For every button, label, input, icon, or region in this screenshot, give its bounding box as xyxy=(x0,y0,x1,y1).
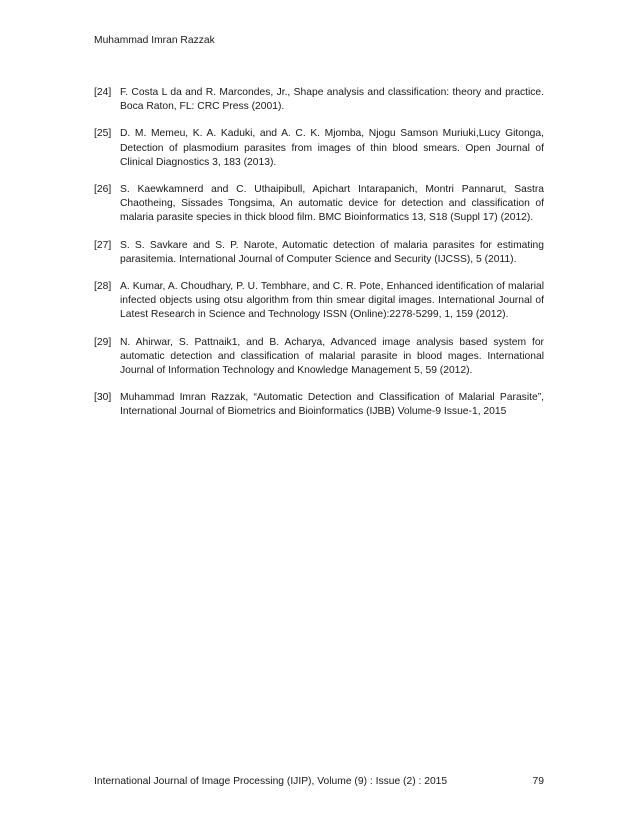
reference-number: [25] xyxy=(94,128,112,140)
page-number: 79 xyxy=(532,776,544,787)
reference-item-29 xyxy=(94,336,544,379)
reference-item-30 xyxy=(94,391,544,419)
reference-list xyxy=(94,86,544,433)
running-head-author: Muhammad Imran Razzak xyxy=(94,35,215,46)
reference-item-28 xyxy=(94,280,544,323)
reference-number: [30] xyxy=(94,392,112,404)
reference-text: N. Ahirwar, S. Pattnaik1, and B. Acharya, Advanced image analysis based system for automatic detection and classification of malarial parasite in blood mages. International Journal of Information Technology and Knowledge Management 5, 59 (2012). xyxy=(120,336,544,377)
reference-item-25 xyxy=(94,127,544,170)
reference-text: Muhammad Imran Razzak, “Automatic Detection and Classification of Malarial Parasite”, International Journal of Biometrics and Bioinformatics (IJBB) Volume-9 Issue-1, 2015 xyxy=(120,392,544,418)
reference-number: [28] xyxy=(94,281,112,293)
reference-text: S. Kaewkamnerd and C. Uthaipibull, Apichart Intarapanich, Montri Pannarut, Sastra Chaotheing, Sissades Tongsima, An automatic device for detection and classification of malaria parasite species in thick blood film. BMC Bioinformatics 13, S18 (Suppl 17) (2012). xyxy=(120,184,544,224)
reference-text: A. Kumar, A. Choudhary, P. U. Tembhare, and C. R. Pote, Enhanced identification of malarial infected objects using otsu algorithm from thin smear digital images. International Journal of Latest Research in Science and Technology ISSN (Online):2278-5299, 1, 159 (2012). xyxy=(120,281,544,321)
footer-journal-info: International Journal of Image Processing (IJIP), Volume (9) : Issue (2) : 2015 xyxy=(94,776,448,787)
reference-number: [26] xyxy=(94,184,112,196)
reference-item-26 xyxy=(94,183,544,226)
reference-text: D. M. Memeu, K. A. Kaduki, and A. C. K. Mjomba, Njogu Samson Muriuki,Lucy Gitonga, Detection of plasmodium parasites from images of thin blood smears. Open Journal of Clinical Diagnostics 3, 183 (2013). xyxy=(120,128,544,168)
reference-item-27 xyxy=(94,239,544,267)
reference-number: [27] xyxy=(94,239,112,251)
reference-text: S. S. Savkare and S. P. Narote, Automatic detection of malaria parasites for estimating parasitemia. International Journal of Computer Science and Security (IJCSS), 5 (2011). xyxy=(120,239,544,265)
reference-item-24 xyxy=(94,86,544,114)
reference-text: F. Costa L da and R. Marcondes, Jr., Shape analysis and classification: theory and practice. Boca Raton, FL: CRC Press (2001). xyxy=(120,87,544,113)
page-footer xyxy=(94,775,544,788)
reference-number: [29] xyxy=(94,336,112,348)
reference-number: [24] xyxy=(94,87,112,98)
